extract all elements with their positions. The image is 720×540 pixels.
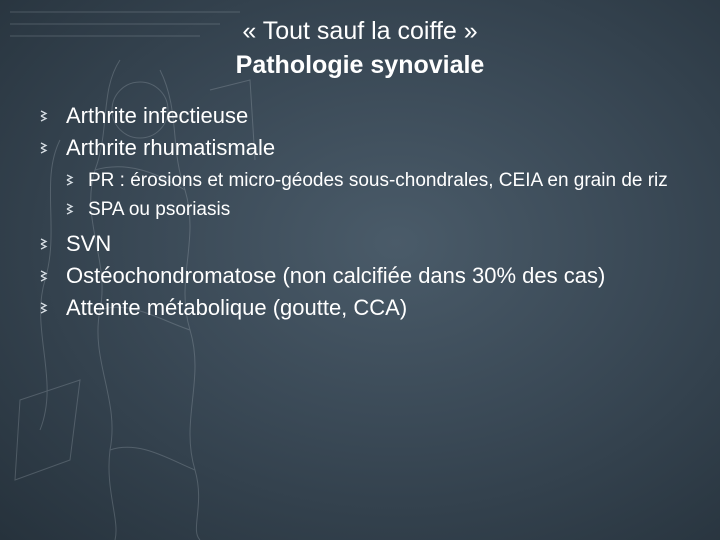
- list-item-text: Ostéochondromatose (non calcifiée dans 30% des cas): [66, 263, 606, 288]
- list-item: [40, 228, 680, 260]
- sub-bullet-list: [66, 166, 680, 224]
- double-chevron-bullet-icon: [40, 110, 50, 122]
- slide-title: [0, 14, 720, 82]
- double-chevron-bullet-icon: [40, 270, 50, 282]
- double-chevron-bullet-icon: [40, 302, 50, 314]
- double-chevron-bullet-icon: [66, 174, 76, 186]
- list-item-text: SVN: [66, 231, 112, 256]
- sub-list-item-text: PR : érosions et micro-géodes sous-chondrales, CEIA en grain de riz: [88, 170, 668, 191]
- list-item-text: Arthrite rhumatismale: [66, 135, 276, 160]
- list-item: [40, 132, 680, 164]
- sub-list-item: [66, 195, 680, 224]
- slide-title-line-2: Pathologie synoviale: [235, 51, 485, 79]
- sub-list-item-text: SPA ou psoriasis: [88, 199, 231, 220]
- double-chevron-bullet-icon: [40, 238, 50, 250]
- list-item: [40, 260, 680, 292]
- list-item-text: Arthrite infectieuse: [66, 103, 249, 128]
- list-item: [40, 100, 680, 132]
- slide-title-line-1: « Tout sauf la coiffe »: [242, 17, 478, 45]
- list-item-text: Atteinte métabolique (goutte, CCA): [66, 295, 408, 320]
- double-chevron-bullet-icon: [66, 203, 76, 215]
- bullet-list-continued: [40, 228, 680, 324]
- bullet-list-container: [40, 100, 680, 324]
- double-chevron-bullet-icon: [40, 142, 50, 154]
- list-item: [40, 292, 680, 324]
- bullet-list: [40, 100, 680, 164]
- sub-list-item: [66, 166, 680, 195]
